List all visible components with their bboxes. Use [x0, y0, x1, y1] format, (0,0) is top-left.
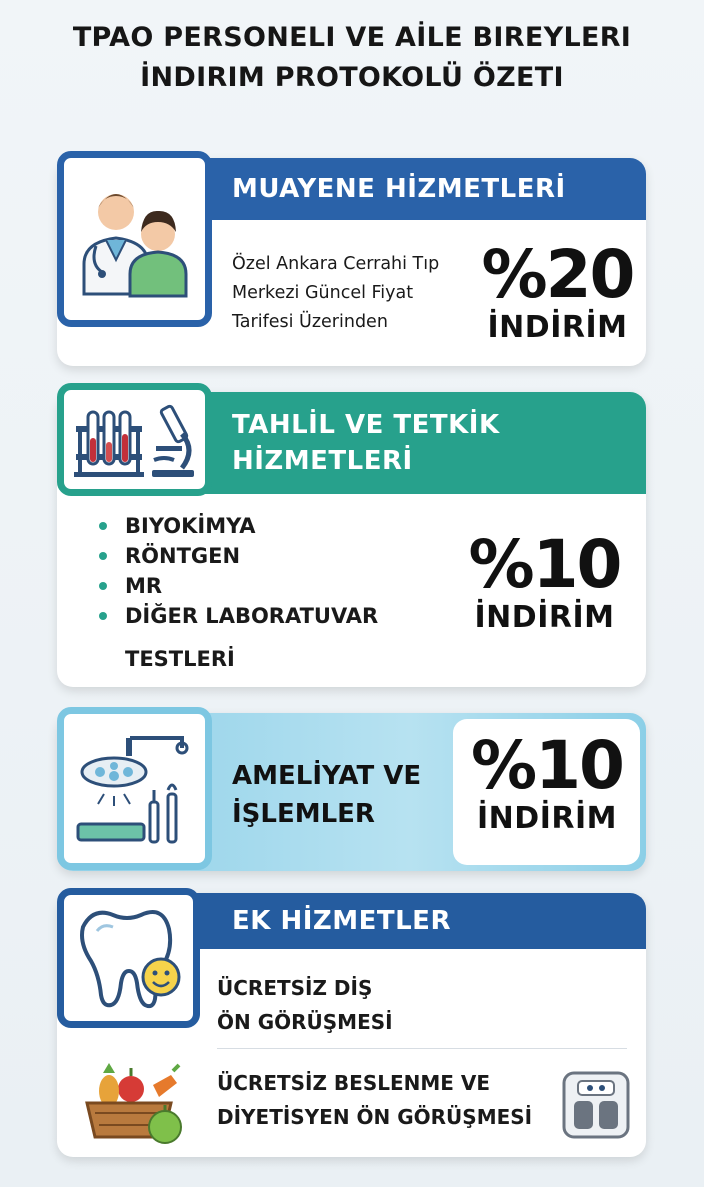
lab-test-item-continuation: TESTLERİ — [125, 647, 235, 671]
dental-icon-box — [57, 888, 200, 1028]
examination-discount — [475, 236, 640, 346]
tooth-icon — [69, 903, 189, 1013]
lab-test-item: BIYOKİMYA — [97, 511, 427, 541]
dental-consultation-text — [217, 971, 393, 1039]
additional-services-title: EK HİZMETLER — [232, 906, 451, 936]
lab-tests-title-line-2: HİZMETLERİ — [232, 446, 413, 476]
lab-tests-list — [97, 511, 427, 631]
surgery-discount — [462, 727, 632, 837]
lab-test-item: RÖNTGEN — [97, 541, 427, 571]
nutrition-consultation-line-2: DİYETİSYEN ÖN GÖRÜŞMESİ — [217, 1105, 533, 1129]
examination-description-line: Merkezi Güncel Fiyat — [232, 283, 414, 303]
examination-discount-percent: %20 — [481, 236, 634, 313]
doctor-patient-icon — [70, 174, 200, 304]
scale-icon — [562, 1071, 630, 1139]
dental-consultation-line-2: ÖN GÖRÜŞMESİ — [217, 1010, 393, 1034]
dental-consultation-line-1: ÜCRETSİZ DİŞ — [217, 976, 373, 1000]
lab-tests-header — [192, 392, 646, 494]
examination-services-title: MUAYENE HİZMETLERİ — [232, 174, 566, 204]
lab-tests-icon-box — [57, 383, 212, 496]
lab-tests-discount-label: İNDİRİM — [474, 600, 615, 635]
lab-tests-title-line-1: TAHLİL VE TETKİK — [232, 410, 500, 440]
examination-discount-label: İNDİRİM — [487, 310, 628, 345]
page-title — [0, 18, 704, 98]
additional-services-header — [192, 893, 646, 949]
examination-description-line: Tarifesi Üzerinden — [232, 312, 388, 332]
nutrition-consultation-text — [217, 1066, 532, 1134]
examination-description-line: Özel Ankara Cerrahi Tıp — [232, 254, 440, 274]
surgery-icon-box — [57, 707, 212, 870]
lab-test-item: MR — [97, 571, 427, 601]
examination-icon-box — [57, 151, 212, 327]
nutrition-consultation-line-1: ÜCRETSİZ BESLENME VE — [217, 1071, 491, 1095]
divider — [217, 1048, 627, 1049]
surgery-title-line-1: AMELİYAT VE — [232, 761, 422, 791]
surgery-title-line-2: İŞLEMLER — [232, 799, 375, 829]
page-title-line-1: TPAO PERSONELI VE AİLE BIREYLERI — [72, 22, 632, 53]
page-title-line-2: İNDIRIM PROTOKOLÜ ÖZETI — [140, 62, 564, 93]
fruit-basket-icon — [79, 1051, 189, 1151]
surgery-icon — [70, 724, 200, 854]
lab-test-item: DİĞER LABORATUVAR — [97, 601, 427, 631]
lab-tests-discount — [462, 526, 627, 636]
examination-description — [232, 250, 492, 337]
lab-microscope-icon — [70, 400, 200, 480]
lab-tests-discount-percent: %10 — [468, 526, 621, 603]
examination-services-header — [192, 158, 646, 220]
surgery-discount-percent: %10 — [471, 727, 623, 804]
surgery-title — [232, 757, 421, 833]
surgery-discount-label: İNDİRİM — [477, 801, 617, 836]
